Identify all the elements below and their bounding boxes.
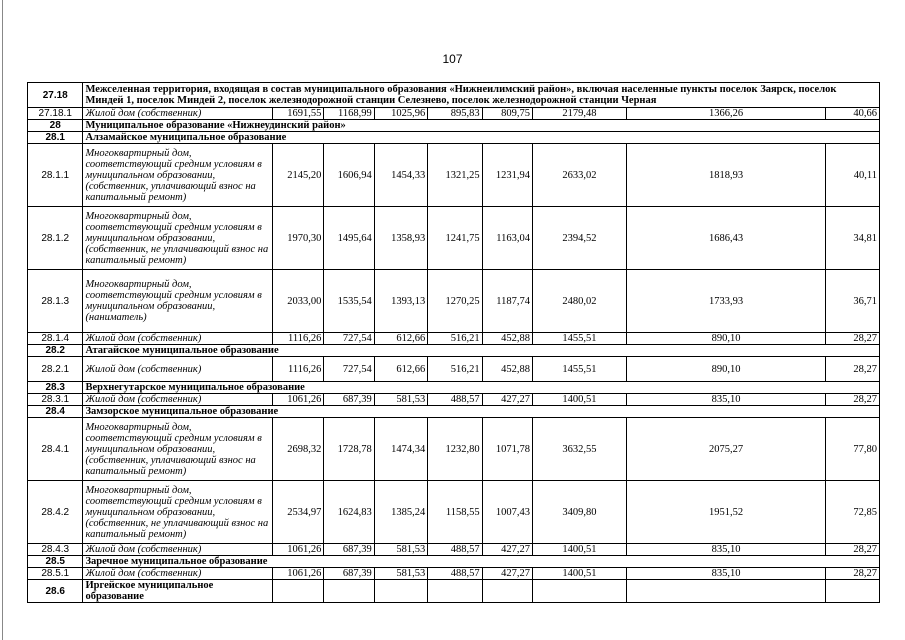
value-cell: 516,21 (428, 333, 482, 345)
value-cell: 427,27 (482, 568, 532, 580)
section-title: Иргейское муниципальное образование (83, 580, 273, 603)
value-cell: 1495,64 (324, 207, 374, 270)
value-cell: 1728,78 (324, 418, 374, 481)
value-cell: 28,27 (826, 333, 880, 345)
row-code: 28.1.4 (28, 333, 83, 345)
value-cell: 1624,83 (324, 481, 374, 544)
value-cell: 1116,26 (272, 333, 323, 345)
value-cell: 36,71 (826, 270, 880, 333)
table-row (28, 394, 880, 406)
value-cell: 612,66 (374, 357, 427, 382)
value-cell: 727,54 (324, 357, 374, 382)
section-code: 28.5 (28, 556, 83, 568)
value-cell: 1455,51 (533, 357, 627, 382)
value-cell: 1691,55 (272, 108, 323, 120)
housing-type: Жилой дом (собственник) (83, 108, 273, 120)
value-cell: 28,27 (826, 568, 880, 580)
section-row (28, 83, 880, 108)
value-cell: 2179,48 (533, 108, 627, 120)
value-cell: 452,88 (482, 357, 532, 382)
value-cell: 72,85 (826, 481, 880, 544)
value-cell: 1061,26 (272, 568, 323, 580)
value-cell: 581,53 (374, 568, 427, 580)
value-cell: 28,27 (826, 544, 880, 556)
value-cell: 1951,52 (626, 481, 826, 544)
page-number: 107 (442, 52, 463, 66)
section-code: 28.1 (28, 132, 83, 144)
value-cell: 1474,34 (374, 418, 427, 481)
section-title: Алзамайское муниципальное образование (83, 132, 880, 144)
row-code: 28.4.1 (28, 418, 83, 481)
section-code: 28.4 (28, 406, 83, 418)
table-row (28, 108, 880, 120)
value-cell: 1270,25 (428, 270, 482, 333)
housing-type: Жилой дом (собственник) (83, 568, 273, 580)
section-code: 28.2 (28, 345, 83, 357)
value-cell: 427,27 (482, 544, 532, 556)
value-cell: 1025,96 (374, 108, 427, 120)
value-cell: 77,80 (826, 418, 880, 481)
value-cell: 1168,99 (324, 108, 374, 120)
empty-cell (374, 580, 427, 603)
value-cell: 612,66 (374, 333, 427, 345)
value-cell: 1400,51 (533, 394, 627, 406)
value-cell: 1686,43 (626, 207, 826, 270)
value-cell: 581,53 (374, 394, 427, 406)
housing-type: Многоквартирный дом, соответствующий средним условиям в муниципальном образовании, (наниматель) (83, 270, 273, 333)
section-title: Заречное муниципальное образование (83, 556, 880, 568)
housing-type: Жилой дом (собственник) (83, 394, 273, 406)
row-code: 28.1.3 (28, 270, 83, 333)
value-cell: 488,57 (428, 544, 482, 556)
value-cell: 1231,94 (482, 144, 532, 207)
value-cell: 1163,04 (482, 207, 532, 270)
table-row (28, 207, 880, 270)
housing-type: Жилой дом (собственник) (83, 357, 273, 382)
value-cell: 581,53 (374, 544, 427, 556)
row-code: 27.18.1 (28, 108, 83, 120)
section-code: 28.6 (28, 580, 83, 603)
value-cell: 1321,25 (428, 144, 482, 207)
value-cell: 687,39 (324, 568, 374, 580)
section-code: 28 (28, 120, 83, 132)
housing-type: Жилой дом (собственник) (83, 544, 273, 556)
value-cell: 1071,78 (482, 418, 532, 481)
empty-cell (626, 580, 826, 603)
row-code: 28.2.1 (28, 357, 83, 382)
value-cell: 1116,26 (272, 357, 323, 382)
value-cell: 516,21 (428, 357, 482, 382)
value-cell: 488,57 (428, 394, 482, 406)
table-row (28, 544, 880, 556)
value-cell: 28,27 (826, 357, 880, 382)
value-cell: 2698,32 (272, 418, 323, 481)
value-cell: 2075,27 (626, 418, 826, 481)
table-row (28, 568, 880, 580)
value-cell: 1061,26 (272, 394, 323, 406)
section-row (28, 120, 880, 132)
value-cell: 1241,75 (428, 207, 482, 270)
section-row (28, 382, 880, 394)
section-row (28, 132, 880, 144)
empty-cell (324, 580, 374, 603)
value-cell: 3409,80 (533, 481, 627, 544)
value-cell: 890,10 (626, 357, 826, 382)
empty-cell (272, 580, 323, 603)
housing-type: Многоквартирный дом, соответствующий средним условиям в муниципальном образовании, (собственник, не уплачивающий взнос на капитальный ремонт) (83, 481, 273, 544)
value-cell: 1007,43 (482, 481, 532, 544)
page-edge-line (2, 0, 3, 640)
row-code: 28.4.3 (28, 544, 83, 556)
value-cell: 2145,20 (272, 144, 323, 207)
value-cell: 40,11 (826, 144, 880, 207)
table-row (28, 481, 880, 544)
value-cell: 1232,80 (428, 418, 482, 481)
section-code: 28.3 (28, 382, 83, 394)
value-cell: 1970,30 (272, 207, 323, 270)
table-body (28, 83, 880, 603)
value-cell: 835,10 (626, 394, 826, 406)
section-row (28, 580, 880, 603)
housing-type: Многоквартирный дом, соответствующий средним условиям в муниципальном образовании, (собственник, уплачивающий взнос на капитальный ремонт) (83, 418, 273, 481)
tariff-table (27, 82, 880, 603)
table-row (28, 418, 880, 481)
value-cell: 427,27 (482, 394, 532, 406)
value-cell: 2534,97 (272, 481, 323, 544)
table-row (28, 357, 880, 382)
section-title: Атагайское муниципальное образование (83, 345, 880, 357)
row-code: 28.5.1 (28, 568, 83, 580)
section-title: Межселенная территория, входящая в состав муниципального образования «Нижнеилимский район», включая населенные пункты поселок Заярск, поселок Миндей 1, поселок Миндей 2, поселок железнодорожной станции Селезнево, поселок железнодорожной станции Черная (83, 83, 880, 108)
section-code: 27.18 (28, 83, 83, 108)
value-cell: 809,75 (482, 108, 532, 120)
value-cell: 895,83 (428, 108, 482, 120)
section-title: Замзорское муниципальное образование (83, 406, 880, 418)
section-row (28, 556, 880, 568)
empty-cell (826, 580, 880, 603)
row-code: 28.1.2 (28, 207, 83, 270)
table-row (28, 144, 880, 207)
value-cell: 452,88 (482, 333, 532, 345)
value-cell: 34,81 (826, 207, 880, 270)
value-cell: 2033,00 (272, 270, 323, 333)
value-cell: 1733,93 (626, 270, 826, 333)
section-title: Муниципальное образование «Нижнеудинский район» (83, 120, 880, 132)
value-cell: 1187,74 (482, 270, 532, 333)
value-cell: 1606,94 (324, 144, 374, 207)
value-cell: 1454,33 (374, 144, 427, 207)
table-row (28, 333, 880, 345)
value-cell: 3632,55 (533, 418, 627, 481)
value-cell: 2633,02 (533, 144, 627, 207)
value-cell: 28,27 (826, 394, 880, 406)
value-cell: 1535,54 (324, 270, 374, 333)
value-cell: 1455,51 (533, 333, 627, 345)
value-cell: 1158,55 (428, 481, 482, 544)
value-cell: 890,10 (626, 333, 826, 345)
value-cell: 1400,51 (533, 544, 627, 556)
value-cell: 1818,93 (626, 144, 826, 207)
section-title: Верхнегутарское муниципальное образование (83, 382, 880, 394)
row-code: 28.1.1 (28, 144, 83, 207)
value-cell: 1400,51 (533, 568, 627, 580)
value-cell: 687,39 (324, 544, 374, 556)
value-cell: 40,66 (826, 108, 880, 120)
value-cell: 1385,24 (374, 481, 427, 544)
section-row (28, 345, 880, 357)
value-cell: 835,10 (626, 544, 826, 556)
section-row (28, 406, 880, 418)
value-cell: 1393,13 (374, 270, 427, 333)
value-cell: 1366,26 (626, 108, 826, 120)
empty-cell (428, 580, 482, 603)
table-row (28, 270, 880, 333)
empty-cell (533, 580, 627, 603)
empty-cell (482, 580, 532, 603)
housing-type: Многоквартирный дом, соответствующий средним условиям в муниципальном образовании, (собственник, уплачивающий взнос на капитальный ремонт) (83, 144, 273, 207)
value-cell: 687,39 (324, 394, 374, 406)
value-cell: 2394,52 (533, 207, 627, 270)
row-code: 28.3.1 (28, 394, 83, 406)
row-code: 28.4.2 (28, 481, 83, 544)
value-cell: 1061,26 (272, 544, 323, 556)
value-cell: 727,54 (324, 333, 374, 345)
value-cell: 1358,93 (374, 207, 427, 270)
housing-type: Жилой дом (собственник) (83, 333, 273, 345)
value-cell: 488,57 (428, 568, 482, 580)
value-cell: 835,10 (626, 568, 826, 580)
value-cell: 2480,02 (533, 270, 627, 333)
housing-type: Многоквартирный дом, соответствующий средним условиям в муниципальном образовании, (собственник, не уплачивающий взнос на капитальный ремонт) (83, 207, 273, 270)
